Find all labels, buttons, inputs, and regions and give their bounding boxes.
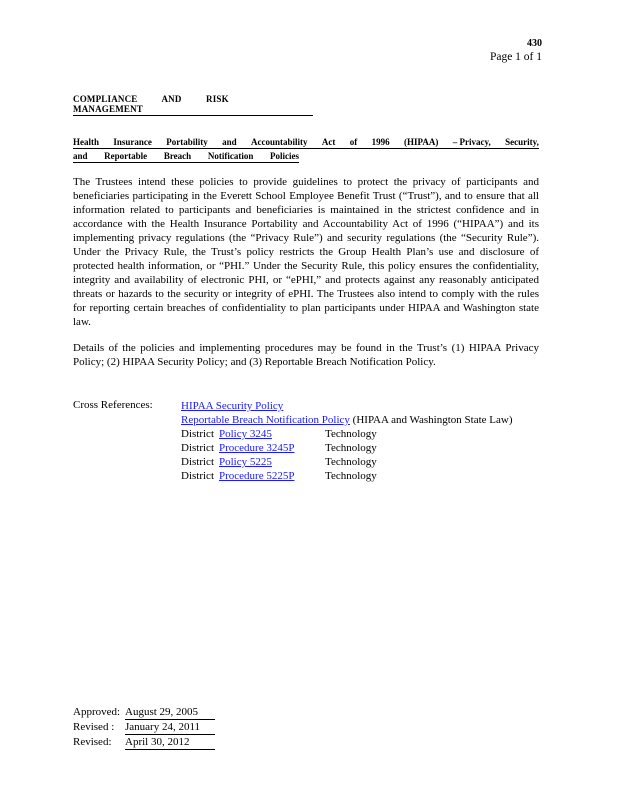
title-word: Portability <box>166 137 208 147</box>
reference-category: Technology <box>325 470 377 482</box>
title-word: and <box>222 137 237 147</box>
title-word: (HIPAA) <box>404 137 439 147</box>
details-paragraph: Details of the policies and implementing procedures may be found in the Trust’s (1) HIPAA Privacy Policy; (2) HIPAA Security Policy; and (3) Reportable Breach Notification Policy. <box>73 342 539 368</box>
district-prefix: District <box>181 470 214 482</box>
history-label: Revised: <box>73 736 112 748</box>
district-reference-row <box>181 455 539 469</box>
policy-title-line1 <box>73 137 539 149</box>
approval-history <box>73 705 215 750</box>
hipaa-security-policy-link[interactable]: HIPAA Security Policy <box>181 400 284 412</box>
policy-paragraph: The Trustees intend these policies to provide guidelines to protect the privacy of participants and beneficiaries participating in the Everett School Employee Benefit Trust (“Trust”), and to ensure that all information related to participants and beneficiaries is maintained in the strictest confidence and in accordance with the Health Insurance Portability and Accountability Act of 1996 (“HIPAA”) and its implementing privacy regulations (the “Privacy Rule”) and security regulations (the “Security Rule”). Under the Privacy Rule, the Trust’s policy restricts the Group Health Plan’s use and disclosure of protected health information, or “PHI.” Under the Security Rule, this policy ensures the confidentiality, integrity and availability of electronic PHI, or “ePHI,” and protects against any reasonably anticipated threats or hazards to the security or integrity of ePHI. The Trustees also intend to comply with the rules for reporting certain breaches of confidentiality to plan participants under HIPAA and Washington state law. <box>73 176 539 328</box>
title-word: Health <box>73 137 99 147</box>
policy-number: 430 <box>527 38 542 49</box>
district-policy-link[interactable]: Policy 5225 <box>219 456 272 468</box>
page-count: Page 1 of 1 <box>489 51 542 63</box>
district-prefix: District <box>181 428 214 440</box>
cross-references-label: Cross References: <box>73 399 153 411</box>
breach-policy-suffix: (HIPAA and Washington State Law) <box>349 414 513 426</box>
history-label: Revised : <box>73 721 115 733</box>
title-word: Notification <box>207 151 254 161</box>
title-word: Insurance <box>113 137 152 147</box>
district-procedure-link[interactable]: Procedure 5225P <box>219 470 295 482</box>
reference-category: Technology <box>325 456 377 468</box>
title-word: of <box>349 137 358 147</box>
history-date: January 24, 2011 <box>125 720 215 735</box>
history-row <box>73 720 215 735</box>
history-row <box>73 735 215 750</box>
reference-category: Technology <box>325 428 377 440</box>
breach-notification-policy-link[interactable]: Reportable Breach Notification Policy <box>181 414 350 426</box>
title-word: Breach <box>163 151 192 161</box>
district-procedure-link[interactable]: Procedure 3245P <box>219 442 295 454</box>
history-row <box>73 705 215 720</box>
title-word: – Privacy, <box>452 137 491 147</box>
history-date: August 29, 2005 <box>125 705 215 720</box>
policy-title-line2 <box>73 151 299 163</box>
district-reference-row <box>181 469 539 483</box>
district-reference-row <box>181 427 539 441</box>
history-label: Approved: <box>73 706 121 718</box>
title-word: Security, <box>505 137 539 147</box>
title-word: Reportable <box>104 151 148 161</box>
title-word: 1996 <box>371 137 390 147</box>
cross-references-list <box>181 399 539 483</box>
title-word: and <box>73 151 88 161</box>
section-heading: COMPLIANCE AND RISK MANAGEMENT <box>73 94 313 116</box>
title-word: Accountability <box>251 137 308 147</box>
district-prefix: District <box>181 456 214 468</box>
district-policy-link[interactable]: Policy 3245 <box>219 428 272 440</box>
district-reference-row <box>181 441 539 455</box>
history-date: April 30, 2012 <box>125 735 215 750</box>
title-word: Act <box>321 137 336 147</box>
reference-category: Technology <box>325 442 377 454</box>
district-prefix: District <box>181 442 214 454</box>
title-word: Policies <box>269 151 299 161</box>
